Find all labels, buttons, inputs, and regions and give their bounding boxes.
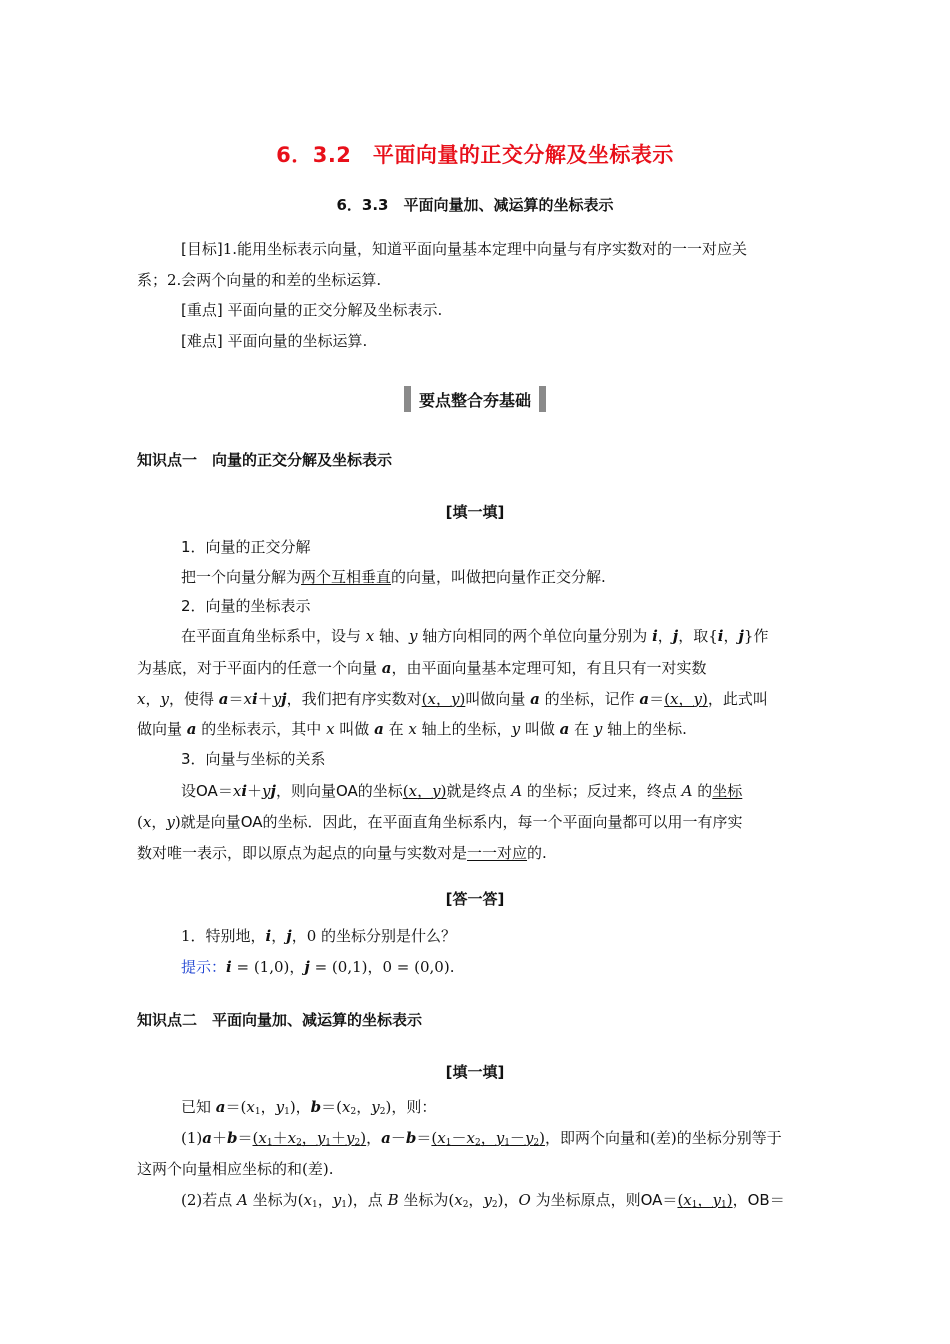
- goal-line-2: 系；2.会两个向量的和差的坐标运算.: [137, 271, 382, 289]
- given-line: 已知 $a=(x_1$，$y_1$)，$b=(x_2$，$y_2$)，则：: [181, 1098, 437, 1117]
- item-3-line-2: (x，y)就是向量OA的坐标．因此，在平面直角坐标系内，每一个平面向量都可以用一有序实: [137, 813, 743, 831]
- banner-text: 要点整合夯基础: [418, 390, 531, 410]
- key-point-line: [重点] 平面向量的正交分解及坐标表示.: [181, 301, 443, 319]
- item-2-heading: 2．向量的坐标表示: [181, 597, 311, 615]
- item-3-heading: 3．向量与坐标的关系: [181, 750, 326, 768]
- answer-label: [答一答]: [445, 890, 505, 908]
- item-3-line-3: 数对唯一表示，即以原点为起点的向量与实数对是一一对应的.: [137, 844, 547, 862]
- knowledge-point-1-heading: 知识点一 向量的正交分解及坐标表示: [137, 451, 393, 469]
- knowledge-point-2-heading: 知识点二 平面向量加、减运算的坐标表示: [137, 1011, 423, 1029]
- section-banner: [0, 386, 950, 412]
- page-title: 6．3.2 平面向量的正交分解及坐标表示: [276, 143, 674, 167]
- item-1-heading: 1．向量的正交分解: [181, 538, 311, 556]
- hint-line: 提示：i = (1,0)，j = (0,1)，0 = (0,0).: [181, 958, 455, 976]
- item-2-line-3: x，y，使得 a＝xi＋yj，我们把有序实数对(x，y)叫做向量 a 的坐标，记作 a＝(x，y)，此式叫: [137, 690, 768, 708]
- rule-1-line-2: 这两个向量相应坐标的和(差).: [137, 1160, 334, 1178]
- item-2-line-4: 做向量 a 的坐标表示，其中 x 叫做 a 在 x 轴上的坐标，y 叫做 a 在 y 轴上的坐标.: [137, 720, 687, 738]
- item-1-text: 把一个向量分解为两个互相垂直的向量，叫做把向量作正交分解.: [181, 568, 606, 586]
- rule-1-line-1: $(1)a+b=(x_1+x_2$，$y_1+y_2$)，$a-b=(x_1-x_2$，$y_1-y_2$)，即两个向量和(差)的坐标分别等于: [181, 1129, 782, 1148]
- page-subtitle: 6．3.3 平面向量加、减运算的坐标表示: [336, 196, 614, 214]
- item-2-line-1: 在平面直角坐标系中，设与 x 轴、y 轴方向相同的两个单位向量分别为 i，j，取{i，j}作: [181, 627, 769, 645]
- banner-bar-right: [539, 386, 546, 412]
- banner-bar-left: [404, 386, 411, 412]
- item-3-line-1: 设OA＝xi＋yj，则向量OA的坐标(x，y)就是终点 A 的坐标；反过来，终点 A 的坐标: [181, 782, 743, 800]
- difficulty-line: [难点] 平面向量的坐标运算.: [181, 332, 368, 350]
- question-1: 1．特别地，i，j，0 的坐标分别是什么？: [181, 927, 457, 945]
- goal-line-1: [目标]1.能用坐标表示向量，知道平面向量基本定理中向量与有序实数对的一一对应关: [181, 240, 748, 258]
- fill-in-label: [填一填]: [445, 503, 505, 521]
- fill-in-label-2: [填一填]: [445, 1063, 505, 1081]
- item-2-line-2: 为基底，对于平面内的任意一个向量 a，由平面向量基本定理可知，有且只有一对实数: [137, 659, 707, 677]
- rule-2-line-1: (2)若点 A 坐标为($x_1$，$y_1$)，点 B 坐标为($x_2$，$y_2$)，O 为坐标原点，则$OA=(x_1$，$y_1$)，OB＝: [181, 1191, 785, 1210]
